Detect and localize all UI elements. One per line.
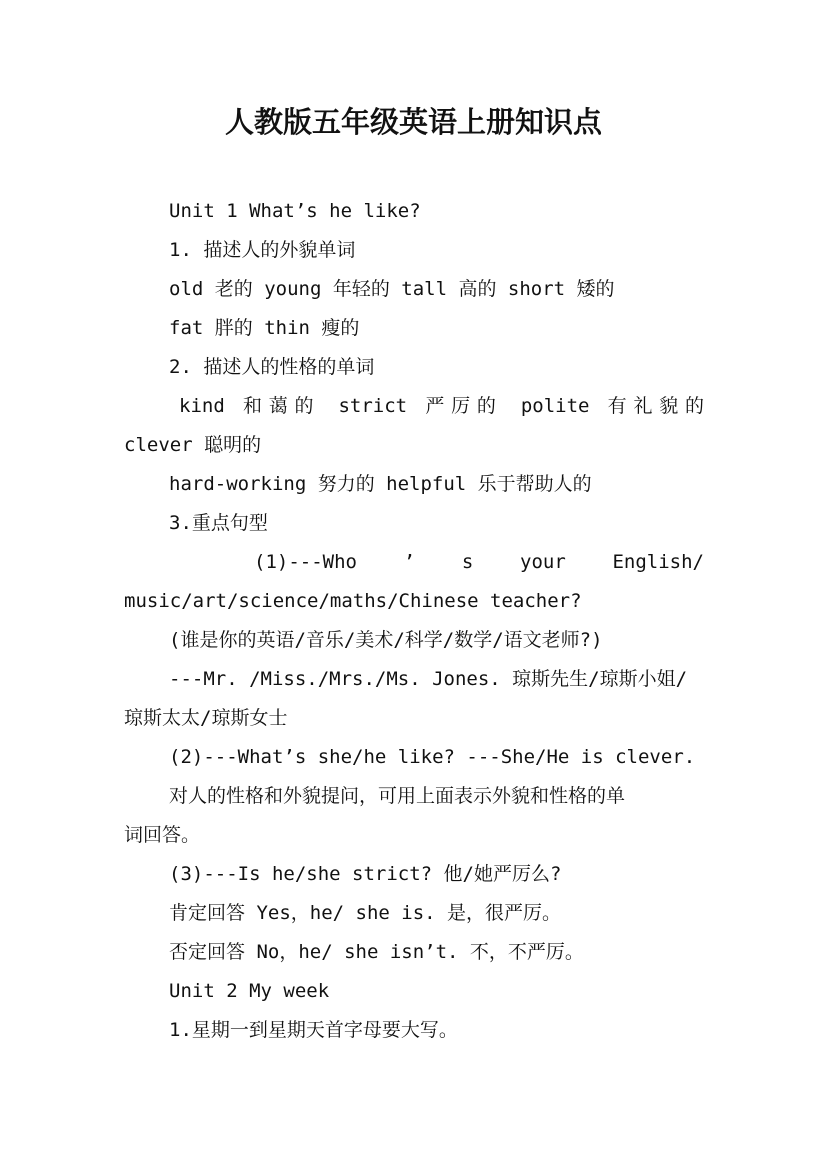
unit-1-heading: Unit 1 What’s he like? (169, 200, 421, 222)
section-heading: 1. 描述人的外貌单词 (169, 239, 356, 261)
section-heading: 1.星期一到星期天首字母要大写。 (169, 1019, 458, 1041)
translation-line: (谁是你的英语/音乐/美术/科学/数学/语文老师?) (169, 629, 603, 651)
section-heading: 3.重点句型 (169, 512, 268, 534)
vocabulary-line: old 老的 young 年轻的 tall 高的 short 矮的 (169, 278, 615, 300)
vocabulary-line: fat 胖的 thin 瘦的 (169, 317, 360, 339)
sentence-pattern-line: music/art/science/maths/Chinese teacher? (124, 590, 582, 612)
explanation-line: 词回答。 (124, 824, 201, 846)
explanation-line: 对人的性格和外貌提问，可用上面表示外貌和性格的单 (169, 785, 626, 807)
answer-line: 肯定回答 Yes，he/ she is. 是，很严厉。 (169, 902, 562, 924)
vocabulary-line: kind 和蔼的 strict 严厉的 polite 有礼貌的 (179, 395, 704, 417)
sentence-pattern-line: (3)---Is he/she strict? 他/她严厉么? (169, 863, 562, 885)
sentence-pattern-line: ---Mr. /Miss./Mrs./Ms. Jones. 琼斯先生/琼斯小姐/ (169, 668, 688, 690)
document-title: 人教版五年级英语上册知识点 (224, 105, 602, 139)
unit-2-heading: Unit 2 My week (169, 980, 330, 1002)
sentence-pattern-line: (1)---Who ’ s your English/ (254, 551, 704, 573)
sentence-pattern-line: 琼斯太太/琼斯女士 (124, 707, 288, 729)
sentence-pattern-line: (2)---What’s she/he like? ---She/He is clever. (169, 746, 696, 768)
vocabulary-line: clever 聪明的 (124, 434, 262, 456)
section-heading: 2. 描述人的性格的单词 (169, 356, 375, 378)
answer-line: 否定回答 No，he/ she isn’t. 不，不严厉。 (169, 941, 584, 963)
vocabulary-line: hard-working 努力的 helpful 乐于帮助人的 (169, 473, 592, 495)
